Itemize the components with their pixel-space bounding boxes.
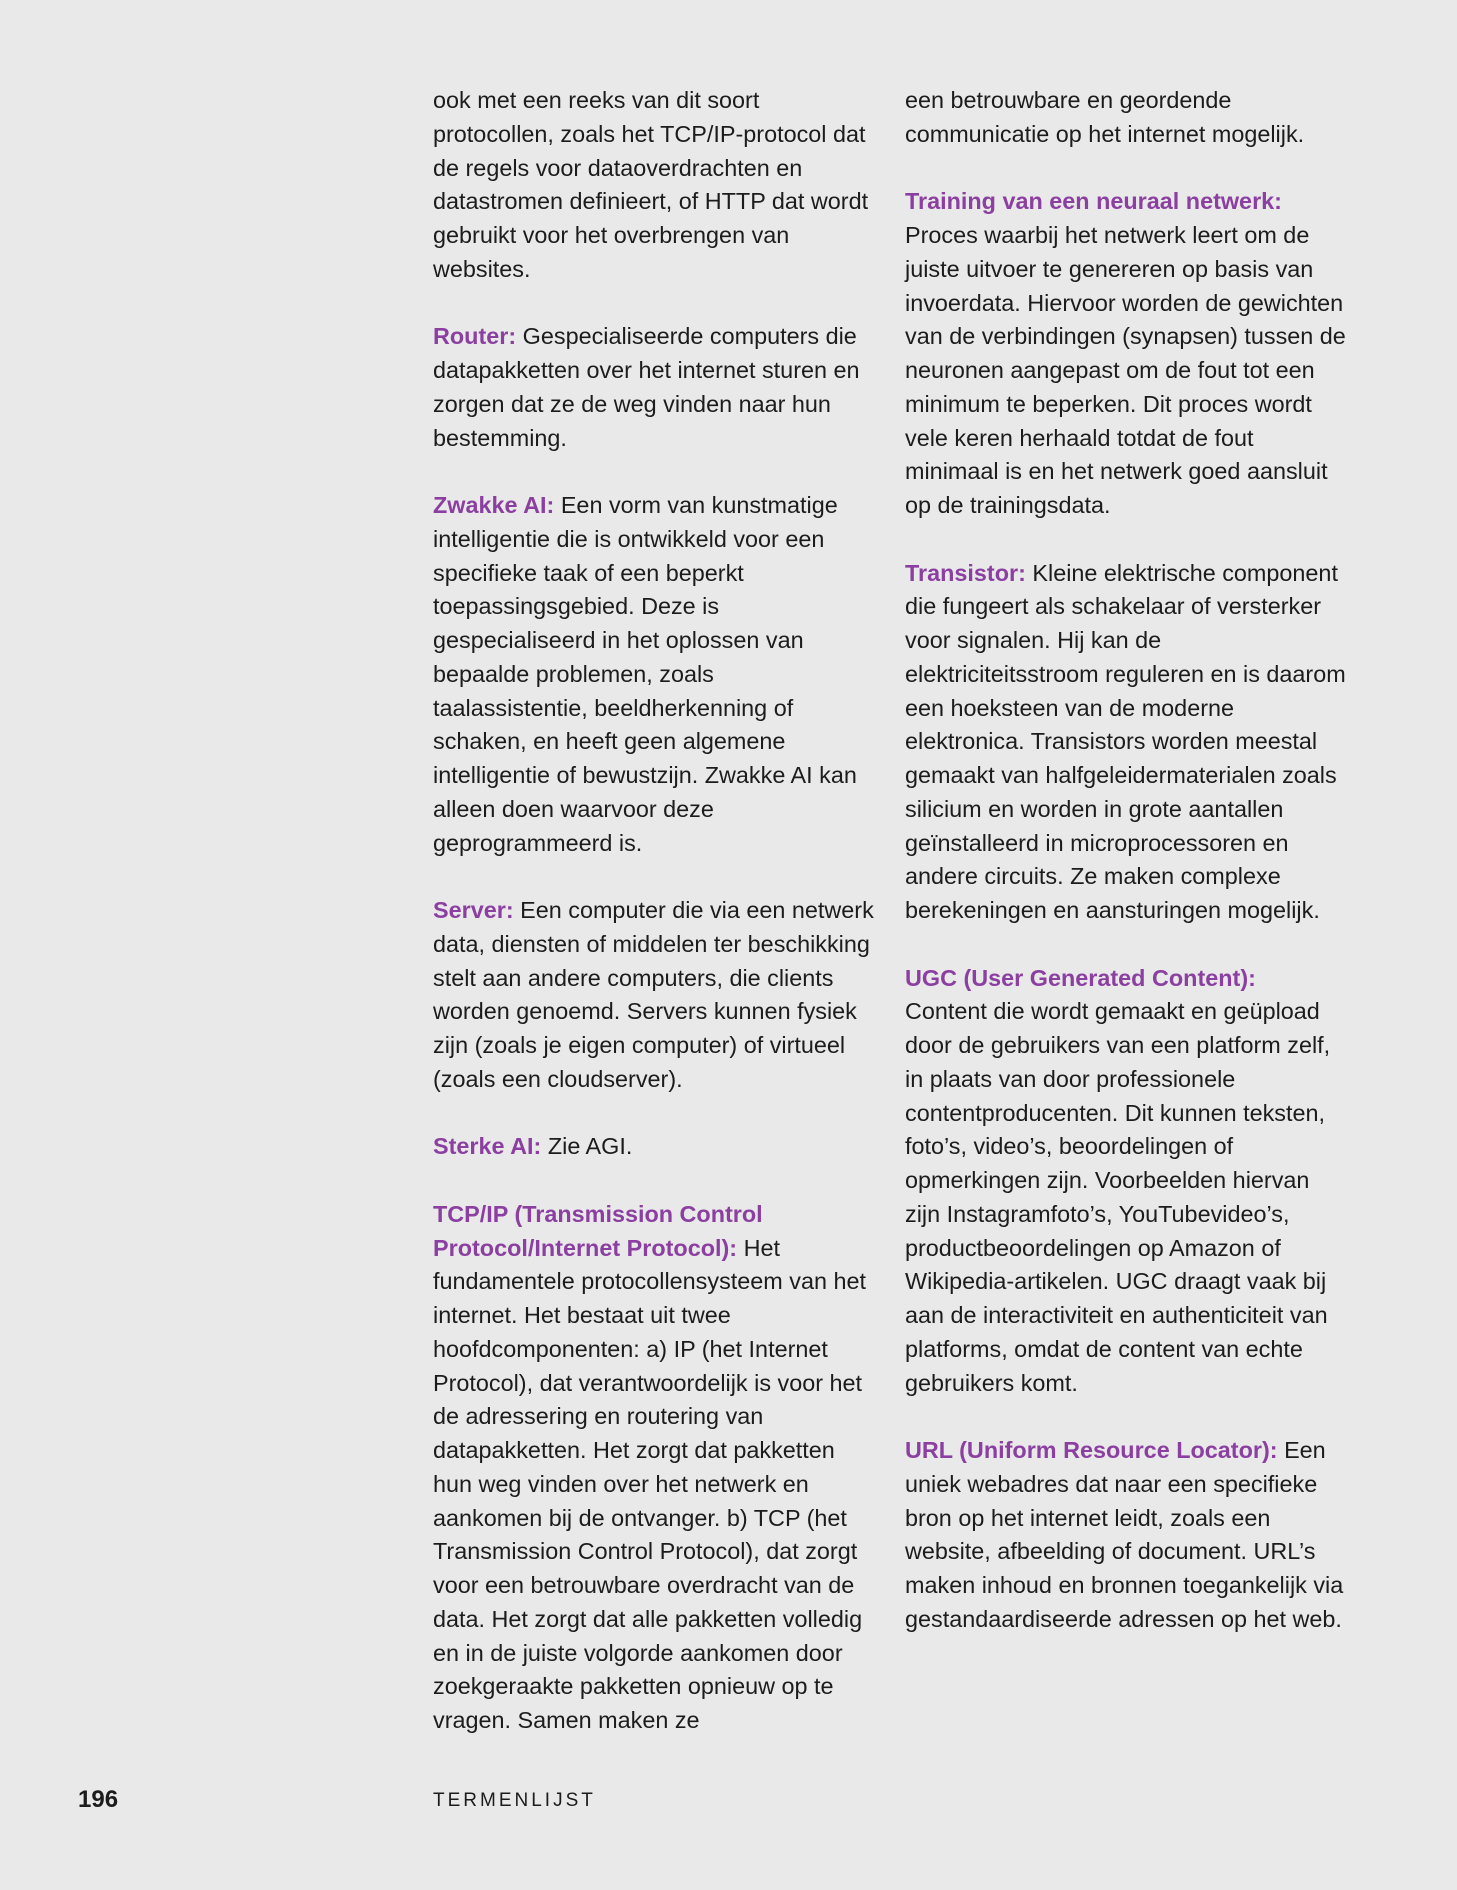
left-column [433,84,875,1772]
glossary-entry-tcp-ip [433,1198,875,1738]
glossary-definition: Een computer die via een netwerk data, diensten of middelen ter beschikking stelt aan andere computers, die clients worden genoemd. Servers kunnen fysiek zijn (zoals je eigen computer) of virtueel (zoals een cloudserver). [433,897,874,1092]
glossary-entry-training-neuraal-netwerk [905,185,1347,523]
glossary-entry-router [433,320,875,455]
glossary-term: UGC (User Generated Content): [905,964,1256,991]
glossary-term: Transistor: [905,559,1026,586]
page-number: 196 [78,1786,119,1813]
glossary-entry-zwakke-ai [433,489,875,860]
glossary-term: Router: [433,323,517,350]
glossary-entry-sterke-ai [433,1130,875,1164]
glossary-definition: Content die wordt gemaakt en geüpload door de gebruikers van een platform zelf, in plaats van door professionele contentproducenten. Dit kunnen teksten, foto’s, video’s, beoordelingen of opmerkingen zijn. Voorbeelden hiervan zijn Instagramfoto’s, YouTubevideo’s, productbeoordelingen op Amazon of Wikipedia-artikelen. UGC draagt vaak bij aan de interactiviteit en authenticiteit van platforms, omdat de content van echte gebruikers komt. [905,998,1331,1396]
right-intro-paragraph: een betrouwbare en geordende communicatie op het internet mogelijk. [905,87,1305,147]
glossary-entry-transistor [905,557,1347,928]
left-intro-paragraph: ook met een reeks van dit soort protocollen, zoals het TCP/IP-protocol dat de regels voor dataoverdrachten en datastromen definieert, of HTTP dat wordt gebruikt voor het overbrengen van websites. [433,87,869,282]
glossary-definition: Proces waarbij het netwerk leert om de juiste uitvoer te genereren op basis van invoerdata. Hiervoor worden de gewichten van de verbindingen (synapsen) tussen de neuronen aangepast om de fout tot een minimum te beperken. Dit proces wordt vele keren herhaald totdat de fout minimaal is en het netwerk goed aansluit op de trainingsdata. [905,222,1346,518]
glossary-entry-url [905,1434,1347,1637]
glossary-entry-server [433,894,875,1097]
section-title: TERMENLIJST [433,1790,596,1811]
glossary-entry-ugc [905,962,1347,1401]
glossary-definition: Zie AGI. [547,1133,633,1160]
glossary-term: URL (Uniform Resource Locator): [905,1437,1278,1463]
glossary-term: TCP/IP (Transmission Control Protocol/Internet Protocol): [433,1200,763,1261]
glossary-term: Training van een neuraal netwerk: [905,188,1282,215]
glossary-definition: Een vorm van kunstmatige intelligentie die is ontwikkeld voor een specifieke taak of een beperkt toepassingsgebied. Deze is gespecialiseerd in het oplossen van bepaalde problemen, zoals taalassistentie, beeldherkenning of schaken, en heeft geen algemene intelligentie of bewustzijn. Zwakke AI kan alleen doen waarvoor deze geprogrammeerd is. [433,492,857,856]
glossary-definition: Kleine elektrische component die fungeert als schakelaar of versterker voor signalen. Hij kan de elektriciteitsstroom reguleren en is daarom een hoeksteen van de moderne elektronica. Transistors worden meestal gemaakt van halfgeleidermaterialen zoals silicium en worden in grote aantallen geïnstalleerd in microprocessoren en andere circuits. Ze maken complexe berekeningen en aansturingen mogelijk. [905,559,1346,923]
glossary-definition: Gespecialiseerde computers die datapakketten over het internet sturen en zorgen dat ze de weg vinden naar hun bestemming. [433,323,860,451]
right-column [905,84,1347,1670]
glossary-definition: Het fundamentele protocollensysteem van het internet. Het bestaat uit twee hoofdcomponenten: a) IP (het Internet Protocol), dat verantwoordelijk is voor het de adressering en routering van datapakketten. Het zorgt dat pakketten hun weg vinden over het netwerk en aankomen bij de ontvanger. b) TCP (het Transmission Control Protocol), dat zorgt voor een betrouwbare overdracht van de data. Het zorgt dat alle pakketten volledig en in de juiste volgorde aankomen door zoekgeraakte pakketten opnieuw op te vragen. Samen maken ze [433,1234,866,1733]
glossary-definition: Een uniek webadres dat naar een specifieke bron op het internet leidt, zoals een website, afbeelding of document. URL’s maken inhoud en bronnen toegankelijk via gestandaardiseerde adressen op het web. [905,1437,1344,1632]
glossary-term: Sterke AI: [433,1133,542,1160]
glossary-term: Server: [433,897,514,923]
glossary-term: Zwakke AI: [433,492,555,518]
